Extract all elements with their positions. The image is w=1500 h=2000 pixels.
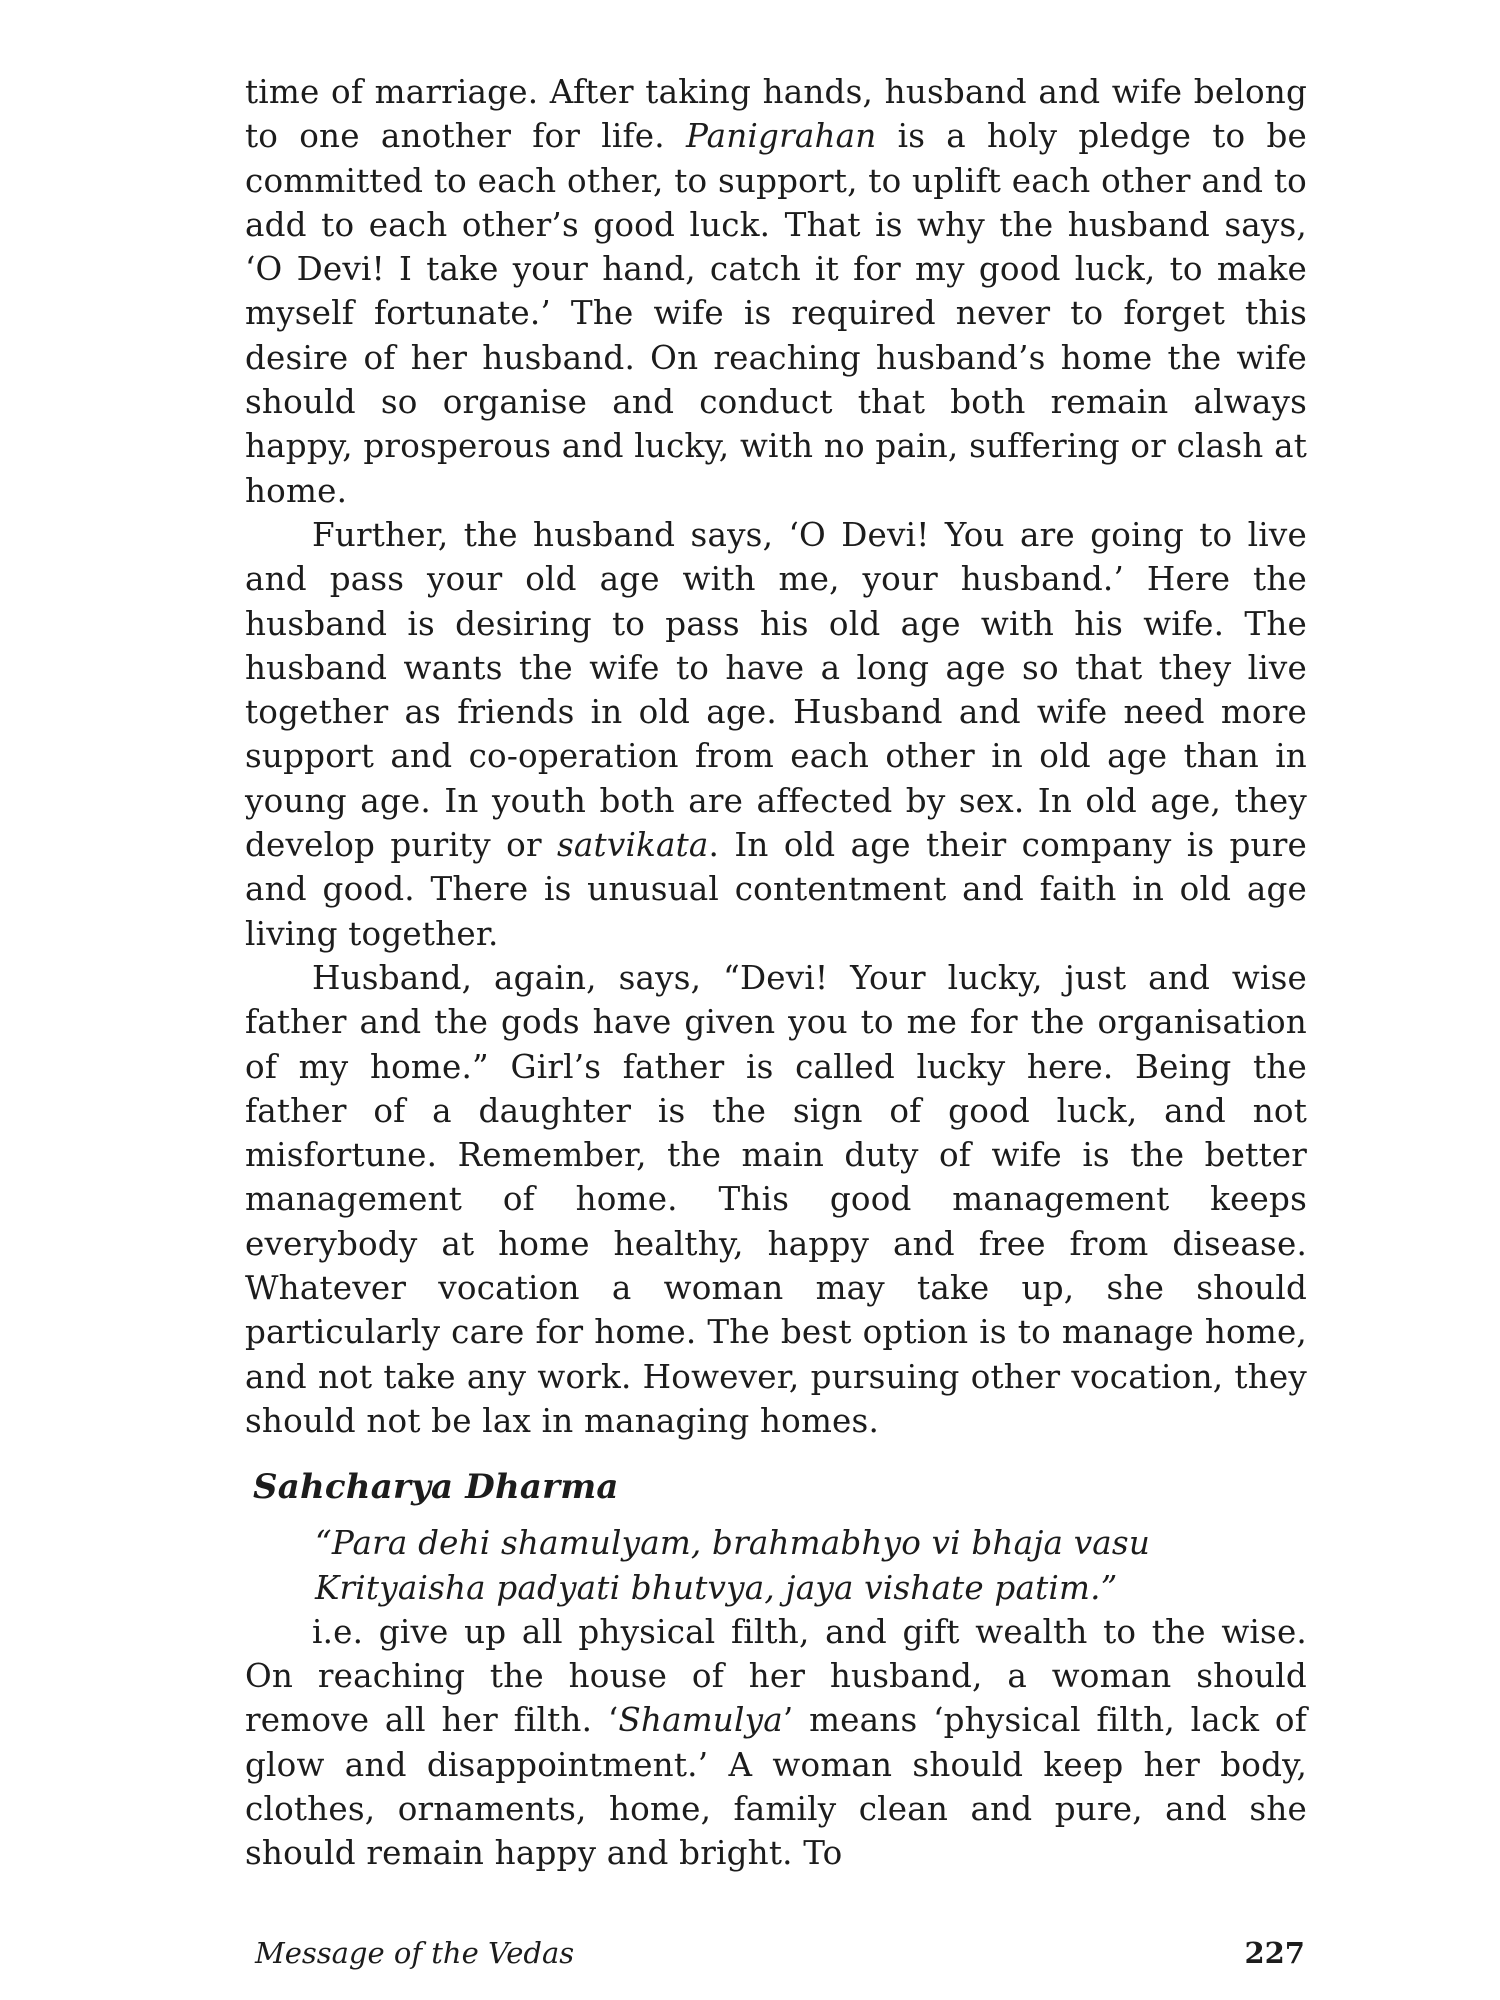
paragraph-text: time of marriage. After taking hands, husband and wife belong to one another for life.	[245, 73, 1307, 156]
paragraph-text: ’ means ‘physical filth, lack of glow and disappointment.’ A woman should keep her body, clothes, ornaments, home, family clean and pure, and she should remain happy and bright. To	[245, 1701, 1307, 1873]
verse-line: Krityaisha padyati bhutvya, jaya vishate patim.”	[315, 1568, 1118, 1607]
paragraph-home-management: Husband, again, says, “Devi! Your lucky, just and wise father and the gods have given you to me for the organisation of my home.” Girl’s father is called lucky here. Being the father of a daughter is the sign of good luck, and not misfortune. Remember, the main duty of wife is the better management of home. This good management keeps everybody at home healthy, happy and free from disease. Whatever vocation a woman may take up, she should particularly care for home. The best option is to manage home, and not take any work. However, pursuing other vocation, they should not be lax in managing homes.	[245, 958, 1307, 1440]
body-text	[245, 70, 1307, 1876]
paragraph-shamulya	[245, 1610, 1307, 1876]
paragraph-old-age	[245, 513, 1307, 956]
term-satvikata: satvikata	[557, 826, 709, 865]
paragraph-panigrahan	[245, 70, 1307, 513]
paragraph-text: . In old age their company is pure and good. There is unusual contentment and faith in old age living together.	[245, 826, 1307, 953]
paragraph-text: i.e. give up all physical filth, and gift wealth to the wise. On reaching the house of her husband, a woman should remove all her filth. ‘	[245, 1612, 1307, 1740]
book-title: Message of the Vedas	[255, 1936, 575, 1970]
page-number: 227	[1244, 1936, 1305, 1970]
term-shamulya: Shamulya	[618, 1701, 783, 1740]
paragraph-text: is a holy pledge to be committed to each other, to support, to uplift each other and to add to each other’s good luck. That is why the husband says, ‘O Devi! I take your hand, catch it for my good luck, to make myself fortunate.’ The wife is required never to forget this desire of her husband. On reaching husband’s home the wife should so organise and conduct that both remain always happy, prosperous and lucky, with no pain, suffering or clash at home.	[245, 117, 1307, 510]
term-panigrahan: Panigrahan	[685, 117, 877, 156]
paragraph-text: Further, the husband says, ‘O Devi! You are going to live and pass your old age with me, your husband.’ Here the husband is desiring to pass his old age with his wife. The husband wants the wife to have a long age so that they live together as friends in old age. Husband and wife need more support and co-operation from each other in old age than in young age. In youth both are affected by sex. In old age, they develop purity or	[245, 515, 1307, 865]
verse-line: “Para dehi shamulyam, brahmabhyo vi bhaja vasu	[315, 1524, 1151, 1563]
section-heading: Sahcharya Dharma	[253, 1467, 619, 1508]
verse-quote	[315, 1521, 1307, 1610]
